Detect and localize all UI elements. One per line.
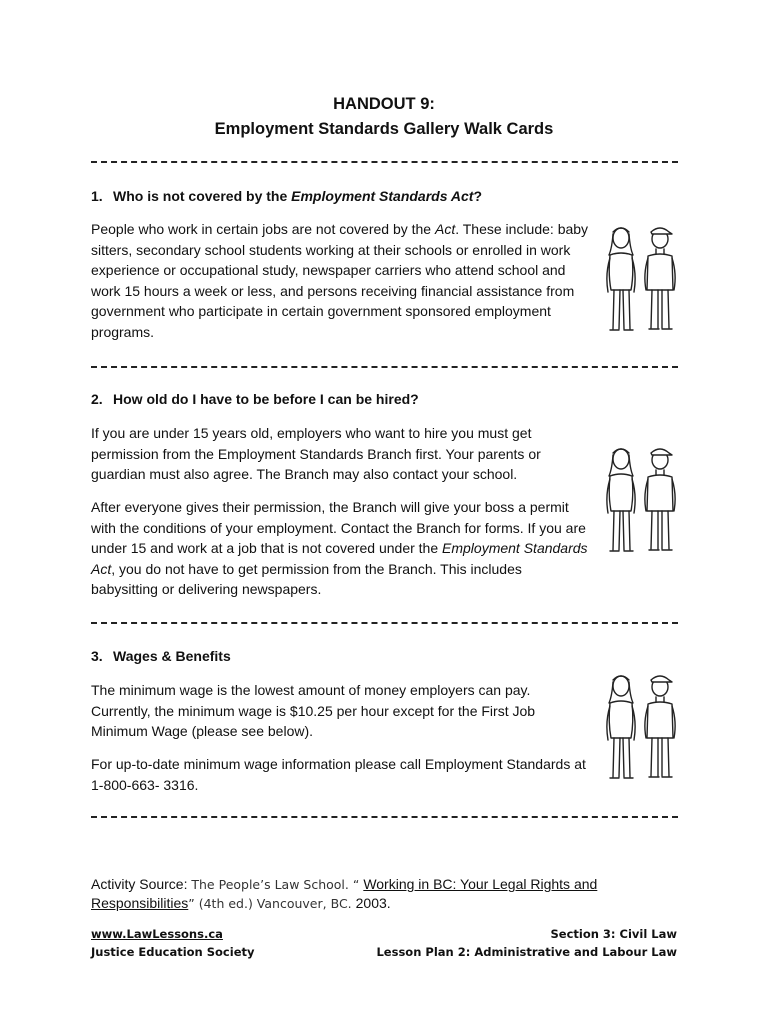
divider — [91, 622, 678, 624]
source-year: 2003. — [355, 895, 391, 911]
organization-name: Justice Education Society — [91, 945, 255, 959]
card-3-question: 3. Wages & Benefits — [91, 648, 231, 664]
lesson-label: Lesson Plan 2: Administrative and Labour Law — [376, 945, 677, 959]
footer-right — [376, 925, 677, 961]
card-3-body-2: For up-to-date minimum wage information please call Employment Standards at 1-800-663- 3316. — [91, 756, 586, 793]
divider — [91, 816, 678, 818]
two-people-illustration — [600, 670, 682, 785]
card-3-body-1: The minimum wage is the lowest amount of money employers can pay. Currently, the minimum wage is $10.25 per hour except for the First Job Minimum Wage (please see below). — [91, 682, 536, 740]
card-2-body-2: After everyone gives their permission, the Branch will give your boss a permit with the conditions of your employment. Contact the Branch for forms. If you are under 15 and work at a job that is not covered under the Employment Standards Act, you do not have to get permission from the Branch. This includes babysitting or delivering newspapers. — [91, 499, 588, 598]
source-org: The People’s Law School. “ — [191, 877, 364, 892]
divider — [91, 161, 678, 163]
source-edition: ” (4th ed.) Vancouver, BC. — [188, 896, 356, 911]
source-title-link[interactable]: Working in BC: Your Legal Rights and Responsibilities — [91, 876, 598, 911]
two-people-illustration — [600, 443, 682, 558]
footer-left — [91, 925, 255, 961]
divider — [91, 366, 678, 368]
card-3-number: 3. — [91, 648, 103, 664]
section-label: Section 3: Civil Law — [550, 927, 677, 941]
card-2-body-1: If you are under 15 years old, employers who want to hire you must get permission from the Employment Standards Branch first. Your parents or guardian must also agree. The Branch may also contact your school. — [91, 425, 541, 483]
source-label: Activity Source: — [91, 876, 192, 892]
handout-title: Employment Standards Gallery Walk Cards — [214, 120, 554, 138]
card-1-question: 1. Who is not covered by the Employment Standards Act? — [91, 188, 482, 204]
card-1-body: People who work in certain jobs are not covered by the Act. These include: baby sitters, secondary school students working at their schools or enrolled in work experience or occupational study, newspaper carriers who attend school and work 15 hours a week or less, and persons receiving financial assistance from government who participate in certain government sponsored employment programs. — [91, 221, 589, 340]
card-1-number: 1. — [91, 188, 103, 204]
card-2-number: 2. — [91, 391, 103, 407]
two-people-illustration — [600, 222, 682, 337]
activity-source — [91, 875, 651, 913]
card-2-question: 2. How old do I have to be before I can be hired? — [91, 391, 419, 407]
website-link[interactable]: www.LawLessons.ca — [91, 927, 223, 941]
handout-number: HANDOUT 9: — [333, 95, 435, 113]
